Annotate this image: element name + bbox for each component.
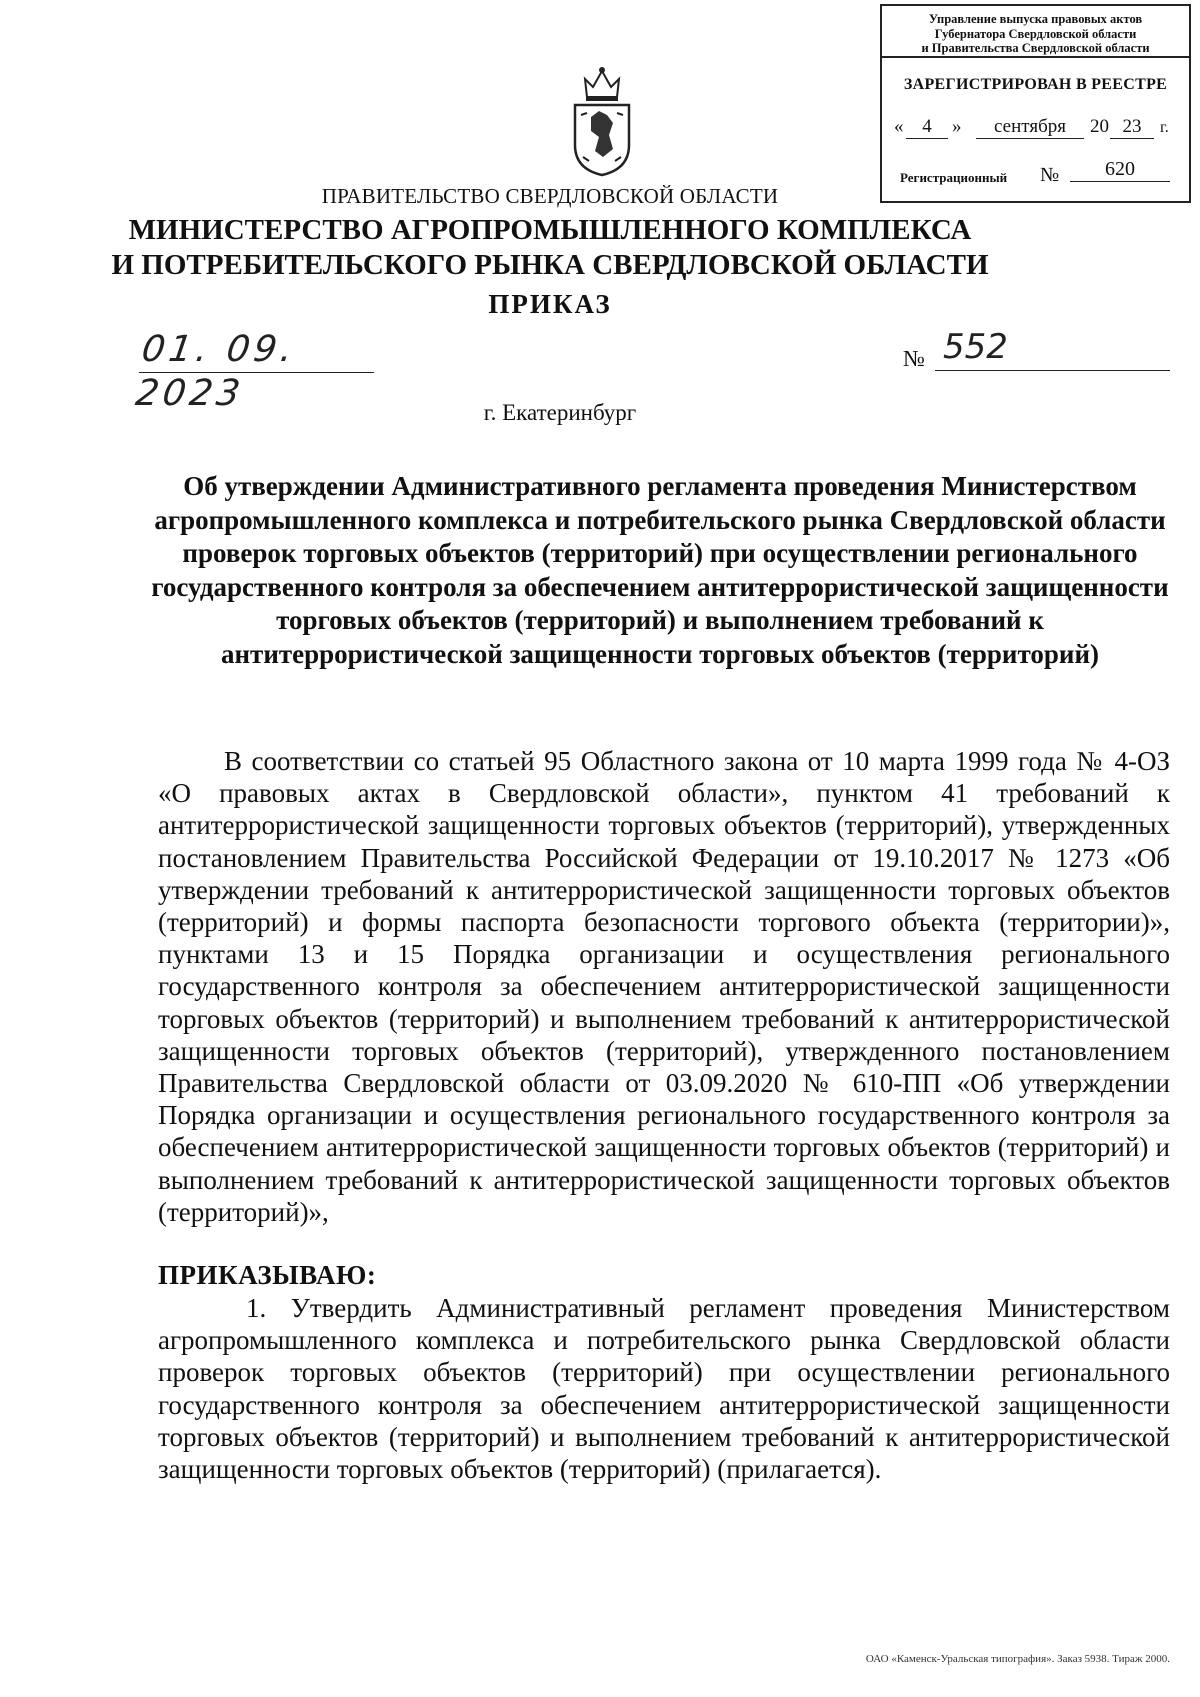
stamp-year-suffix: 23 [1110,116,1154,139]
stamp-number-sign: № [1040,164,1060,186]
decree-word: ПРИКАЗЫВАЮ: [158,1260,377,1290]
stamp-header-line2: Губернатора Свердловской области [934,26,1137,41]
ministry-name-line2: И ПОТРЕБИТЕЛЬСКОГО РЫНКА СВЕРДЛОВСКОЙ ОБЛАСТИ [111,249,989,281]
order-number-handwritten: 552 [935,325,1170,371]
document-type: ПРИКАЗ [488,289,612,319]
stamp-year-unit: г. [1160,119,1169,136]
stamp-close-quote: » [952,116,962,137]
government-name: ПРАВИТЕЛЬСТВО СВЕРДЛОВСКОЙ ОБЛАСТИ [321,184,779,208]
order-date-handwritten: 01. 09. 2023 [139,328,380,373]
document-subject: Об утверждении Административного регламента проведения Министерством агропромышленного комплекса и потребительского рынка Свердловской области проверок торговых объектов (территорий) при осуществлении регионального государственного контроля за обеспечением антитеррористической защищенности торговых объектов (территорий) и выполнением требований к антитеррористической защищенности торговых объектов (территорий) [151,471,1169,669]
paragraph-legal-basis: В соответствии со статьей 95 Областного закона от 10 марта 1999 года № 4-ОЗ «О правовых актах в Свердловской области», пунктом 41 требований к антитеррористической защищенности торговых объектов (территорий), утвержденных постановлением Правительства Российской Федерации от 19.10.2017 № 1273 «Об утверждении требований к антитеррористической защищенности торговых объектов (территорий) и формы паспорта безопасности торгового объекта (территории)», пунктами 13 и 15 Порядка организации и осуществления регионального государственного контроля за обеспечением антитеррористической защищенности торговых объектов (территорий) и выполнением требований к антитеррористической защищенности торговых объектов (территорий), утвержденного постановлением Правительства Свердловской области от 03.09.2020 № 610-ПП «Об утверждении Порядка организации и осуществления регионального государственного контроля за обеспечением антитеррористической защищенности торговых объектов (территорий) и выполнением требований к антитеррористической защищенности торговых объектов (территорий)», [158,746,1170,1227]
stamp-header-line1: Управление выпуска правовых актов [928,12,1143,26]
city: г. Екатеринбург [483,400,637,425]
stamp-registered-label: ЗАРЕГИСТРИРОВАН В РЕЕСТРЕ [903,76,1168,93]
stamp-reg-label: Регистрационный [900,170,1008,185]
stamp-header-line3: и Правительства Свердловской области [921,41,1150,55]
order-number-sign: № [903,346,925,371]
registry-stamp [880,4,1191,203]
stamp-open-quote: « [894,116,904,137]
ministry-name [0,213,1100,283]
sverdlovsk-coat-of-arms-icon [569,65,635,177]
stamp-header [882,6,1189,58]
stamp-reg-number: 620 [1070,158,1170,182]
stamp-date [894,116,1184,140]
stamp-month: сентября [976,116,1084,139]
printer-footer: ОАО «Каменск-Уральская типография». Заказ 5938. Тираж 2000. [865,1653,1170,1665]
stamp-year-prefix: 20 [1090,116,1109,137]
ministry-name-line1: МИНИСТЕРСТВО АГРОПРОМЫШЛЕННОГО КОМПЛЕКСА [128,214,972,246]
paragraph-item-1: 1. Утвердить Административный регламент проведения Министерством агропромышленного комплекса и потребительского рынка Свердловской области проверок торговых объектов (территорий) при осуществлении регионального государственного контроля за обеспечением антитеррористической защищенности торговых объектов (территорий) и выполнением требований к антитеррористической защищенности торговых объектов (территорий) (прилагается). [158,1293,1170,1485]
stamp-day: 4 [906,116,948,139]
